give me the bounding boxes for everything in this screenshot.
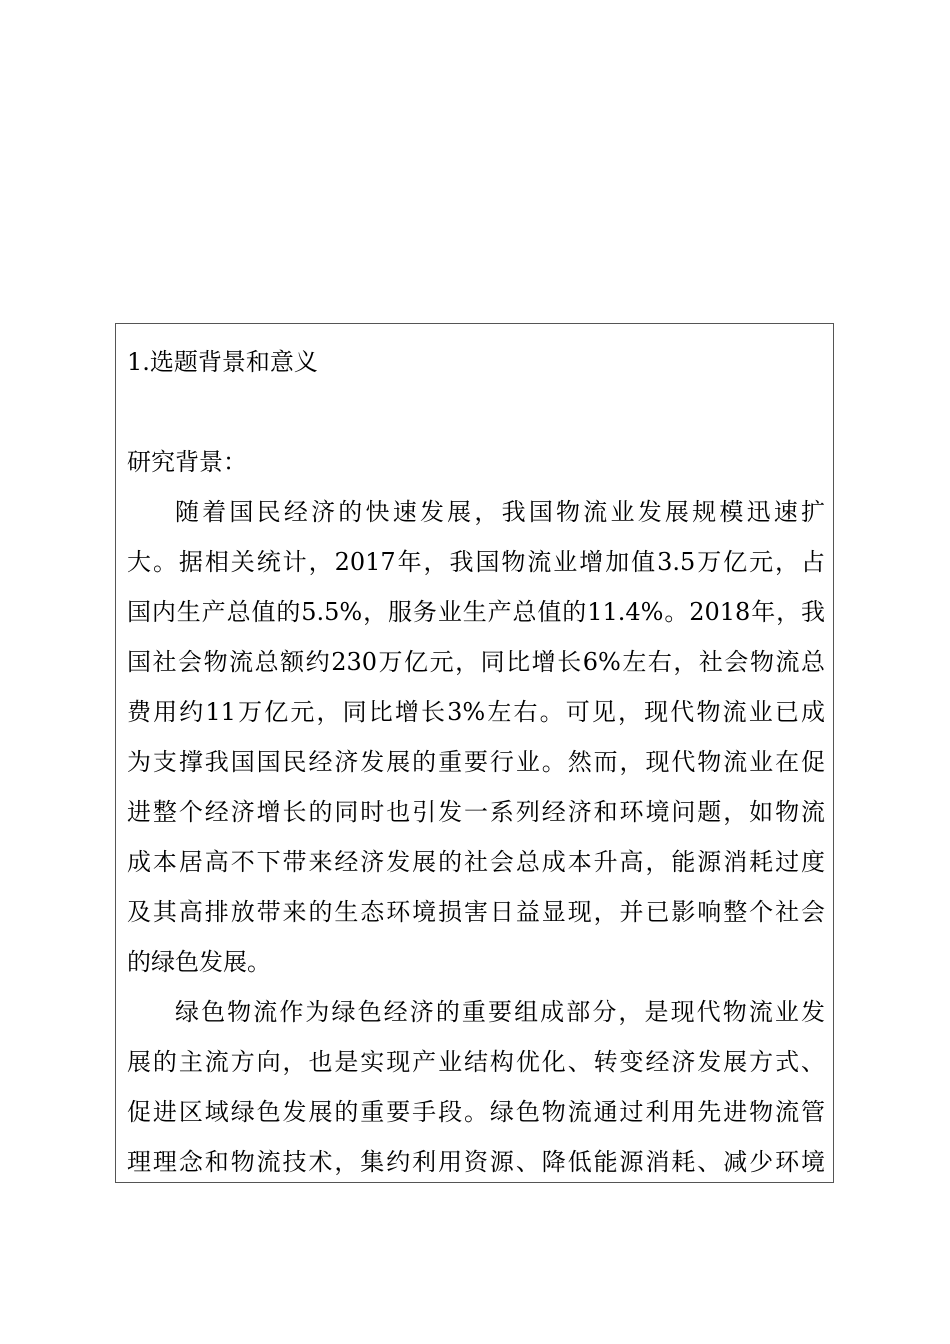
paragraph-line: 成本居高不下带来经济发展的社会总成本升高，能源消耗过度: [127, 848, 825, 876]
paragraph-line: 为支撑我国国民经济发展的重要行业。然而，现代物流业在促: [127, 748, 825, 776]
paragraph-line: 国内生产总值的5.5%，服务业生产总值的11.4%。2018年，我: [127, 598, 825, 626]
section-title: 1.选题背景和意义: [127, 348, 318, 376]
paragraph-line: 进整个经济增长的同时也引发一系列经济和环境问题，如物流: [127, 798, 825, 826]
paragraph-line: 随着国民经济的快速发展，我国物流业发展规模迅速扩: [175, 498, 825, 526]
paragraph-line: 国社会物流总额约230万亿元，同比增长6%左右，社会物流总: [127, 648, 825, 676]
paragraph-line: 理理念和物流技术，集约利用资源、降低能源消耗、减少环境: [127, 1148, 825, 1176]
paragraph-line: 绿色物流作为绿色经济的重要组成部分，是现代物流业发: [175, 998, 825, 1026]
paragraph-line: 大。据相关统计，2017年，我国物流业增加值3.5万亿元，占: [127, 548, 825, 576]
paragraph-line: 的绿色发展。: [127, 948, 271, 976]
paragraph-line: 展的主流方向，也是实现产业结构优化、转变经济发展方式、: [127, 1048, 825, 1076]
content-table-cell: [115, 323, 834, 1183]
paragraph-line: 促进区域绿色发展的重要手段。绿色物流通过利用先进物流管: [127, 1098, 825, 1126]
research-background-heading: 研究背景：: [127, 448, 247, 476]
paragraph-line: 及其高排放带来的生态环境损害日益显现，并已影响整个社会: [127, 898, 825, 926]
paragraph-line: 费用约11万亿元，同比增长3%左右。可见，现代物流业已成: [127, 698, 825, 726]
